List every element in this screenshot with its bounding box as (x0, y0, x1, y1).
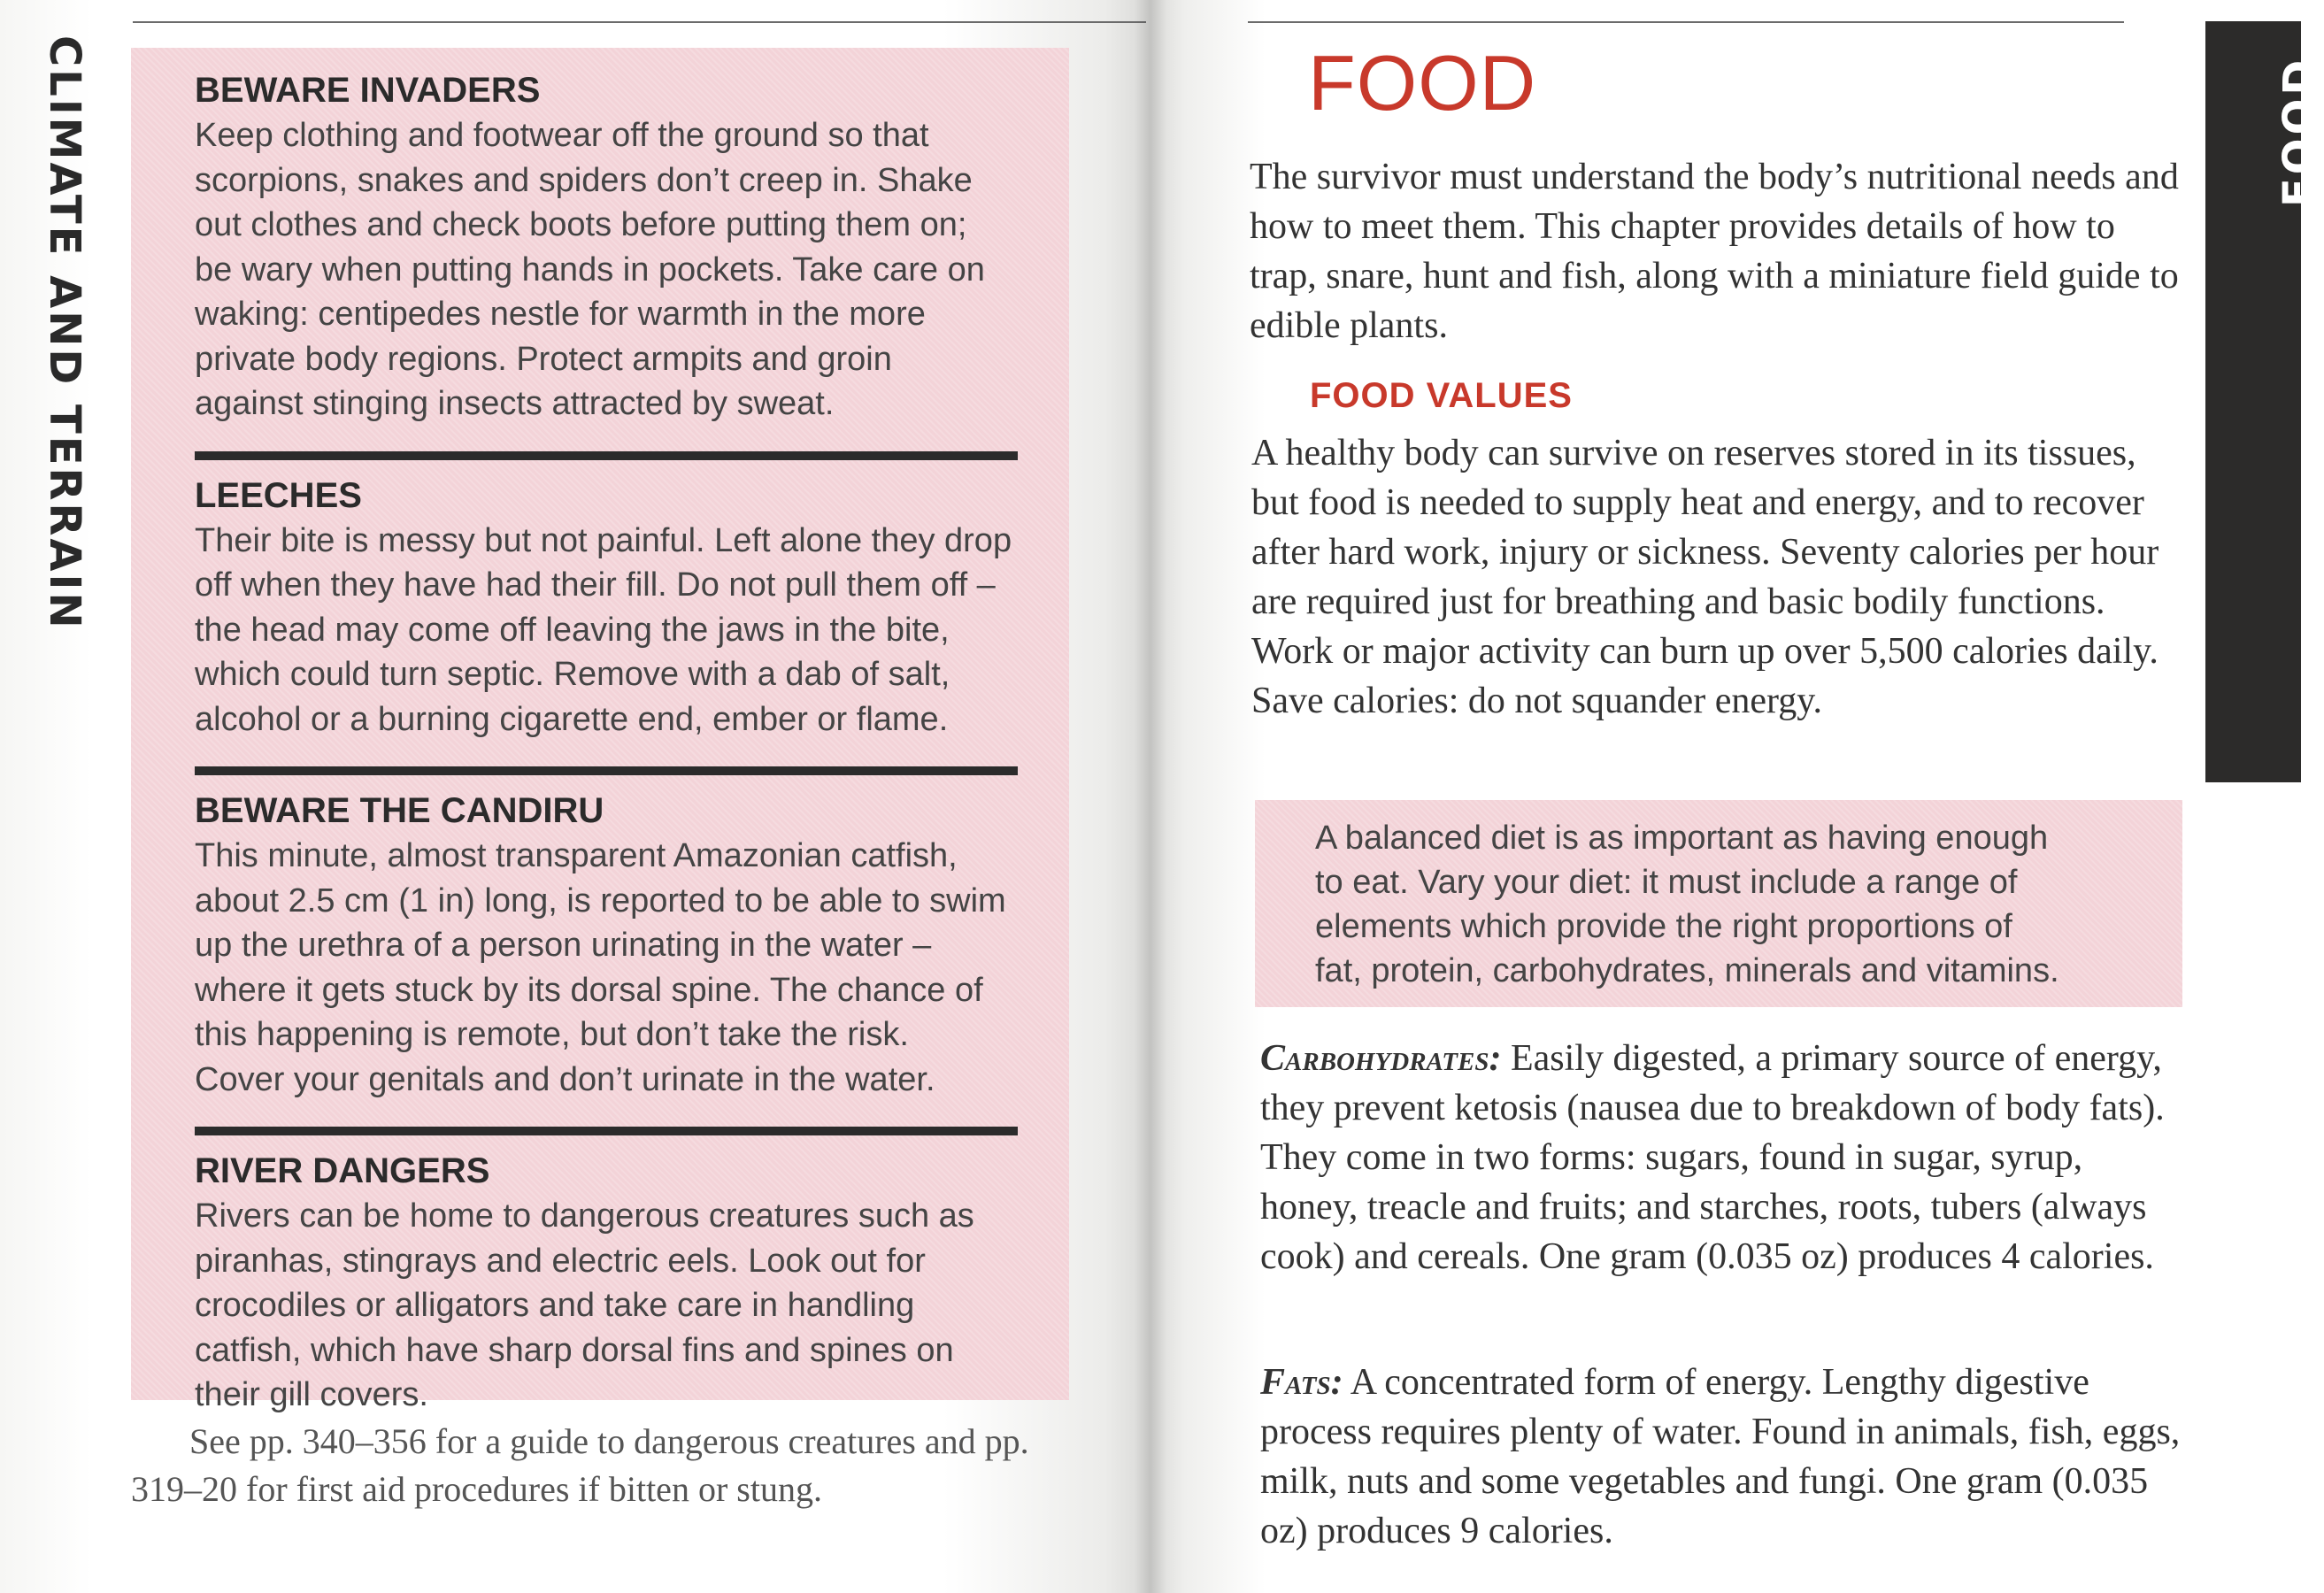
box-line: scorpions, snakes and spiders don’t creep in. Shake (195, 161, 973, 199)
left-section-tab (25, 35, 104, 726)
fats-text: A concentrated form of energy. Lengthy digestive process requires plenty of water. Found in animals, fish, eggs, milk, nuts and some vegetables and fungi. One gram (0.035 oz) produces 9 calories. (1260, 1362, 2181, 1551)
box-line: off when they have had their fill. Do not pull them off – (195, 566, 996, 604)
section-heading-food-values: FOOD VALUES (1310, 376, 1573, 415)
section-divider (195, 1127, 1018, 1135)
box-line: be wary when putting hands in pockets. Take care on (195, 250, 985, 289)
chapter-title: FOOD (1308, 39, 1537, 127)
box-line: against stinging insects attracted by sweat. (195, 385, 835, 422)
box-line: waking: centipedes nestle for warmth in the more (195, 296, 926, 333)
box-heading: BEWARE INVADERS (195, 71, 541, 110)
box-line: Rivers can be home to dangerous creatures such as (195, 1197, 974, 1235)
fats-entry (1260, 1358, 2186, 1556)
box-line: alcohol or a burning cigarette end, ember or flame. (195, 700, 949, 738)
cross-reference-note: See pp. 340–356 for a guide to dangerous creatures and pp. 319–20 for first aid procedures if bitten or stung. (131, 1421, 1029, 1509)
book-gutter (1135, 0, 1166, 1593)
food-values-paragraph: A healthy body can survive on reserves stored in its tissues, but food is needed to supply heat and energy, and to recover after hard work, injury or sickness. Seventy calories per hour are required just for breathing and basic bodily functions. Work or major activity can burn up over 5,500 calories daily. Save calories: do not squander energy. (1251, 433, 2159, 721)
box-section-candiru (195, 788, 1016, 1102)
box-section-leeches (195, 473, 1016, 743)
box-section-invaders (195, 67, 1016, 427)
callout-line: to eat. Vary your diet: it must include a range of (1315, 864, 2018, 901)
box-section-river-dangers (195, 1148, 1016, 1418)
box-line: Cover your genitals and don’t urinate in the water. (195, 1060, 935, 1098)
right-section-tab-label: FOOD (2274, 56, 2324, 207)
callout-line: A balanced diet is as important as having enough (1315, 820, 2049, 857)
box-heading: BEWARE THE CANDIRU (195, 791, 604, 830)
left-top-rule (133, 21, 1146, 23)
carbohydrates-entry (1260, 1034, 2186, 1281)
callout-line: elements which provide the right proportions of (1315, 908, 2012, 945)
section-divider (195, 451, 1018, 460)
box-line: up the urethra of a person urinating in the water – (195, 927, 932, 964)
box-line: catfish, which have sharp dorsal fins and spines on (195, 1331, 954, 1369)
carbohydrates-text: Easily digested, a primary source of energy, they prevent ketosis (nausea due to breakdown of body fats). They come in two forms: sugars, found in sugar, syrup, honey, treacle and fruits; and starches, roots, tubers (always cook) and cereals. One gram (0.035 oz) produces 4 calories. (1260, 1038, 2165, 1277)
box-line: their gill covers. (195, 1376, 428, 1413)
section-divider (195, 766, 1018, 775)
balanced-diet-callout (1255, 800, 2182, 1007)
box-line: This minute, almost transparent Amazonian catfish, (195, 837, 958, 874)
box-heading: RIVER DANGERS (195, 1151, 490, 1190)
box-line: out clothes and check boots before putting them on; (195, 206, 967, 243)
box-line: private body regions. Protect armpits and groin (195, 340, 892, 378)
box-line: crocodiles or alligators and take care in handling (195, 1287, 915, 1324)
right-section-tab (2205, 21, 2324, 782)
box-line: the head may come off leaving the jaws in the bite, (195, 611, 950, 649)
box-line: where it gets stuck by its dorsal spine. The chance of (195, 971, 983, 1009)
box-line: this happening is remote, but don’t take the risk. (195, 1016, 909, 1053)
right-top-rule (1248, 21, 2124, 23)
left-section-tab-label: CLIMATE AND TERRAIN (40, 35, 89, 631)
fats-term: Fats: (1260, 1362, 1343, 1403)
carbohydrates-term: Carbohydrates: (1260, 1038, 1502, 1079)
box-line: Keep clothing and footwear off the ground so that (195, 117, 929, 154)
left-page (0, 0, 1150, 1593)
dangers-box (131, 48, 1069, 1413)
box-line: which could turn septic. Remove with a dab of salt, (195, 656, 950, 693)
box-line: piranhas, stingrays and electric eels. Look out for (195, 1242, 926, 1280)
callout-line: fat, protein, carbohydrates, minerals and vitamins. (1315, 952, 2059, 989)
box-line: about 2.5 cm (1 in) long, is reported to be able to swim (195, 881, 1006, 920)
box-heading: LEECHES (195, 475, 362, 515)
chapter-intro: The survivor must understand the body’s nutritional needs and how to meet them. This chapter provides details of how to trap, snare, hunt and fish, along with a miniature field guide to edible plants. (1250, 157, 2179, 346)
box-line: Their bite is messy but not painful. Left alone they drop (195, 521, 1012, 559)
